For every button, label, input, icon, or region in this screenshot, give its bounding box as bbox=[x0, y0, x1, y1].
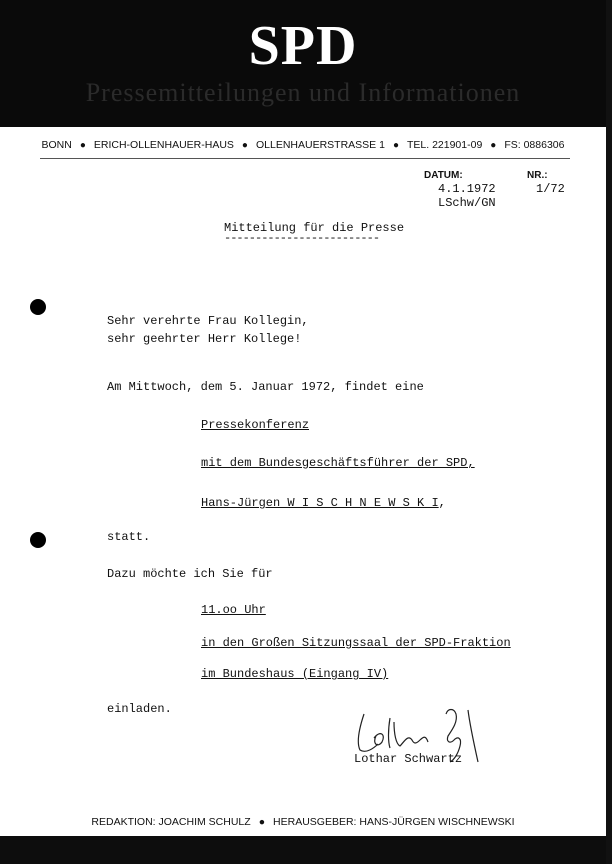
punch-hole bbox=[30, 299, 46, 315]
datum-label: DATUM: bbox=[424, 170, 463, 181]
address-street: OLLENHAUERSTRASSE 1 bbox=[255, 139, 385, 151]
event-room: in den Großen Sitzungssaal der SPD-Fraktion bbox=[201, 636, 511, 650]
nr-label: NR.: bbox=[527, 170, 548, 181]
event-host: mit dem Bundesgeschäftsführer der SPD, bbox=[201, 456, 475, 470]
bullet-icon: ● bbox=[79, 140, 86, 151]
closing-text: einladen. bbox=[107, 702, 172, 716]
header-rule bbox=[40, 158, 570, 159]
bullet-icon: ● bbox=[241, 140, 248, 151]
event-time: 11.oo Uhr bbox=[201, 603, 266, 617]
footer-redaktion: REDAKTION: JOACHIM SCHULZ bbox=[91, 816, 251, 828]
address-city: BONN bbox=[41, 139, 72, 151]
page-title: Mitteilung für die Presse bbox=[224, 221, 405, 235]
bullet-icon: ● bbox=[392, 140, 399, 151]
event-building: im Bundeshaus (Eingang IV) bbox=[201, 667, 389, 681]
document-number: 1/72 bbox=[536, 182, 565, 196]
document-initials: LSchw/GN bbox=[438, 196, 496, 210]
address-telex: FS: 0886306 bbox=[504, 139, 565, 151]
address-building: ERICH-OLLENHAUER-HAUS bbox=[93, 139, 234, 151]
header-subtitle: Pressemitteilungen und Informationen bbox=[85, 78, 521, 107]
host-name: Hans-Jürgen W I S C H N E W S K I bbox=[201, 496, 439, 510]
address-line bbox=[0, 139, 606, 151]
footer-band bbox=[0, 836, 606, 864]
page-edge bbox=[606, 0, 612, 864]
title-underline: ------------------------- bbox=[224, 231, 380, 245]
host-name-comma: , bbox=[438, 496, 446, 510]
intro-text: Am Mittwoch, dem 5. Januar 1972, findet eine bbox=[107, 380, 424, 394]
host-name-line bbox=[201, 496, 446, 510]
footer-herausgeber: HERAUSGEBER: HANS-JÜRGEN WISCHNEWSKI bbox=[273, 816, 515, 828]
invite-text: Dazu möchte ich Sie für bbox=[107, 567, 273, 581]
salutation-line-2: sehr geehrter Herr Kollege! bbox=[107, 332, 302, 346]
event-title: Pressekonferenz bbox=[201, 418, 310, 432]
address-phone: TEL. 221901-09 bbox=[406, 139, 483, 151]
document-date: 4.1.1972 bbox=[438, 182, 496, 196]
punch-hole bbox=[30, 532, 46, 548]
signer-name: Lothar Schwartz bbox=[354, 752, 463, 766]
spd-logo: SPD bbox=[248, 15, 358, 77]
footer-line bbox=[0, 816, 606, 828]
bullet-icon: ● bbox=[490, 140, 497, 151]
bullet-icon: ● bbox=[258, 816, 266, 828]
statt-text: statt. bbox=[107, 530, 151, 544]
salutation-line-1: Sehr verehrte Frau Kollegin, bbox=[107, 314, 309, 328]
